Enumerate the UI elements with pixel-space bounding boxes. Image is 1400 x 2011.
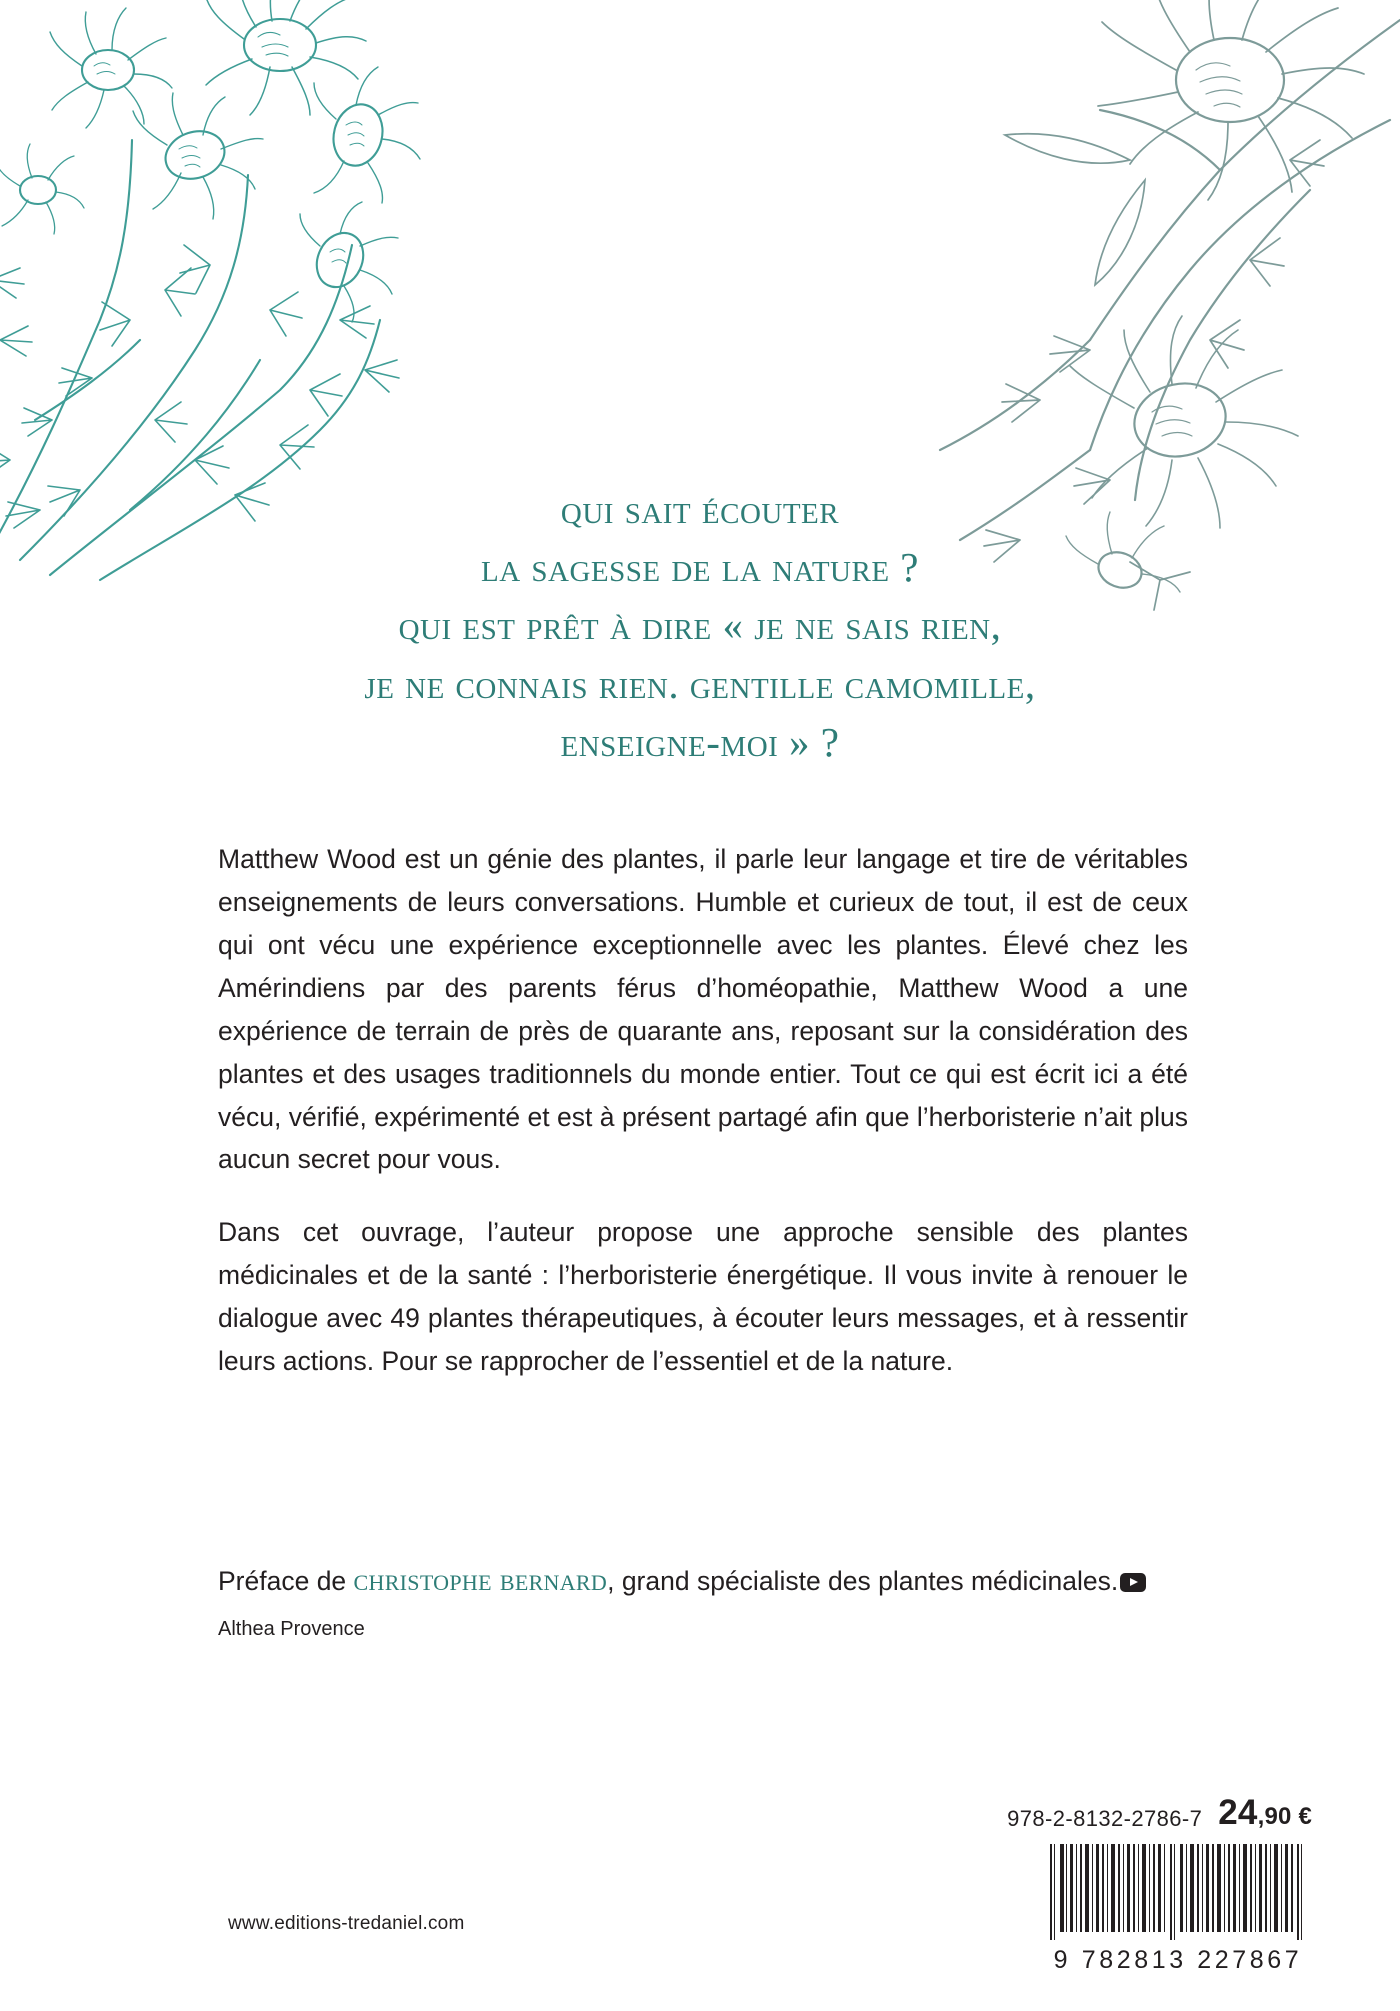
isbn-and-price bbox=[1007, 1793, 1312, 1833]
isbn-number: 978-2-8132-2786-7 bbox=[1007, 1806, 1203, 1831]
cover-headline bbox=[210, 480, 1190, 771]
blurb-text bbox=[218, 838, 1188, 1383]
headline-line: je ne connais rien. gentille camomille, bbox=[364, 660, 1036, 707]
barcode-block bbox=[1044, 1840, 1312, 1975]
price-main: 24 bbox=[1218, 1793, 1258, 1832]
blurb-paragraph: Matthew Wood est un génie des plantes, il parle leur langage et tire de véritables enseignements de leurs conversations. Humble et curieux de tout, il est de ceux qui ont vécu une expérience exceptionnelle avec les plantes. Élevé chez les Amérindiens par des parents férus d’homéopathie, Matthew Wood a une expérience de terrain de près de quarante ans, reposant sur la considération des plantes et des usages traditionnels du monde entier. Tout ce qui est écrit ici a été vécu, vérifié, expérimenté et est à présent partagé afin que l’herboristerie n’ait plus aucun secret pour vous. bbox=[218, 844, 1188, 1175]
publisher-website[interactable]: www.editions-tredaniel.com bbox=[228, 1913, 465, 1934]
preface-prefix: Préface de bbox=[218, 1566, 354, 1596]
preface-author: christophe bernard bbox=[353, 1562, 608, 1597]
price-cents: ,90 € bbox=[1257, 1803, 1312, 1830]
barcode bbox=[1044, 1840, 1312, 1944]
blurb-paragraph: Dans cet ouvrage, l’auteur propose une approche sensible des plantes médicinales et de la santé : l’herboristerie énergétique. Il vous invite à renouer le dialogue avec 49 plantes thérapeutiques, à écouter leurs messages, et à ressentir leurs actions. Pour se rapprocher de l’essentiel et de la nature. bbox=[218, 1217, 1188, 1377]
barcode-digits: 9 782813 227867 bbox=[1053, 1946, 1303, 1974]
youtube-icon bbox=[1120, 1573, 1146, 1592]
youtube-channel-label: Althea Provence bbox=[218, 1617, 365, 1640]
headline-line: qui est prêt à dire « je ne sais rien, bbox=[398, 602, 1002, 649]
headline-line: qui sait écouter bbox=[560, 486, 840, 532]
preface-suffix: , grand spécialiste des plantes médicinales. bbox=[607, 1566, 1119, 1596]
headline-line: la sagesse de la nature ? bbox=[480, 544, 919, 591]
headline-line: enseigne-moi » ? bbox=[560, 718, 840, 765]
price-label bbox=[1218, 1793, 1312, 1832]
preface-credit bbox=[218, 1555, 1188, 1647]
